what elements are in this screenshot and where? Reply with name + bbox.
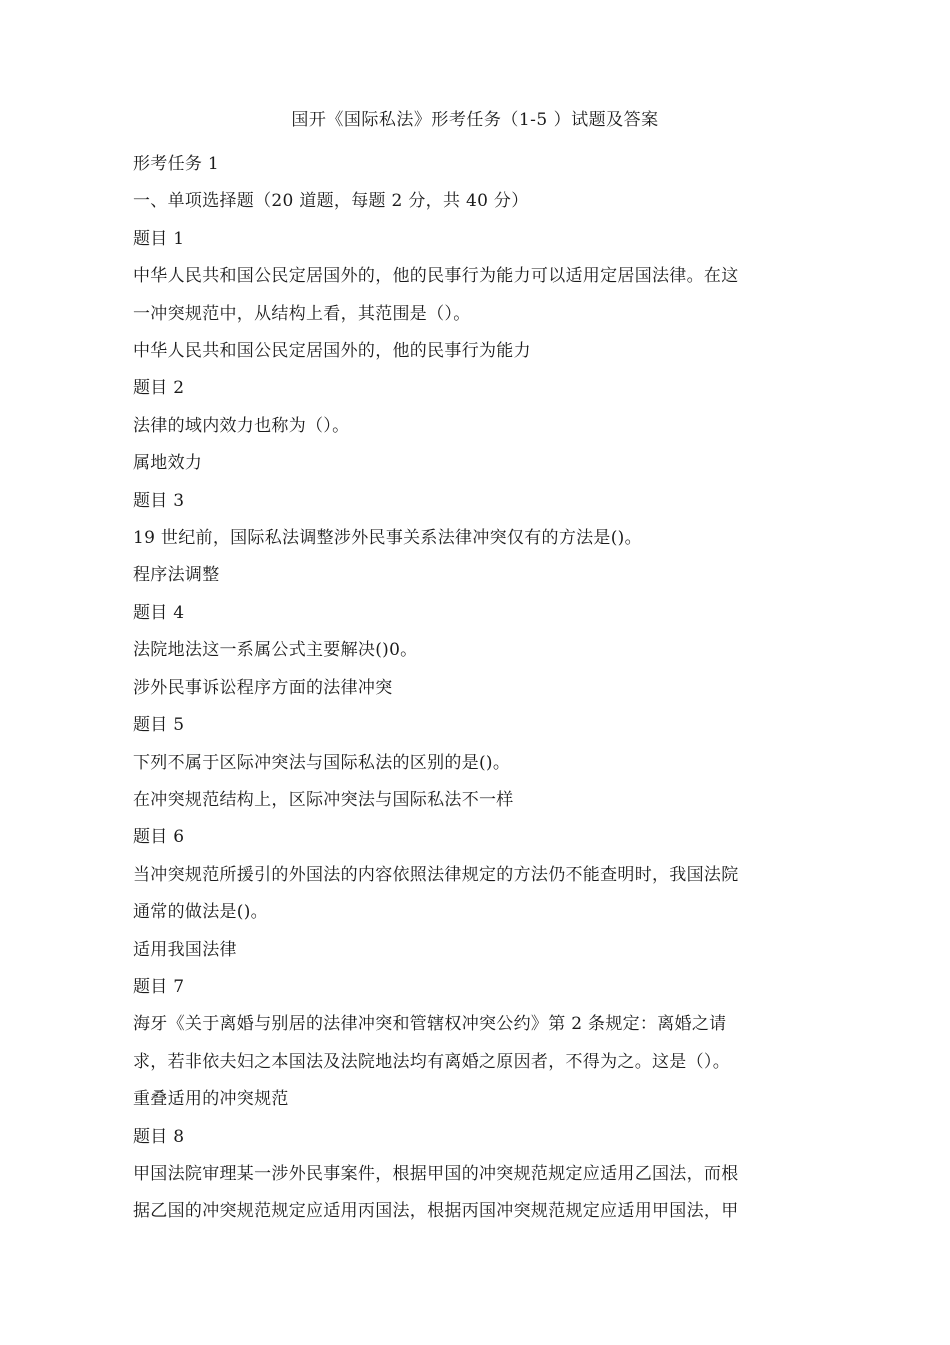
question-text: 法律的域内效力也称为（）。 <box>133 415 350 436</box>
question-number: 题目 7 <box>133 976 185 997</box>
answer-text: 中华人民共和国公民定居国外的，他的民事行为能力 <box>133 341 531 362</box>
answer-text: 在冲突规范结构上，区际冲突法与国际私法不一样 <box>133 789 514 810</box>
section-heading: 形考任务 1 <box>133 154 220 174</box>
question-number: 题目 3 <box>133 490 185 511</box>
question-text: 当冲突规范所援引的外国法的内容依照法律规定的方法仍不能查明时，我国法院 <box>133 864 739 885</box>
question-text: 中华人民共和国公民定居国外的，他的民事行为能力可以适用定居国法律。在这 <box>133 266 739 287</box>
question-number: 题目 6 <box>133 827 185 848</box>
question-number: 题目 5 <box>133 715 185 736</box>
question-text: 通常的做法是()。 <box>133 902 268 923</box>
part-heading: 一、单项选择题（20 道题，每题 2 分，共 40 分） <box>133 191 529 212</box>
question-text: 19 世纪前，国际私法调整涉外民事关系法律冲突仅有的方法是()。 <box>133 528 642 549</box>
question-text: 甲国法院审理某一涉外民事案件，根据甲国的冲突规范规定应适用乙国法，而根 <box>133 1163 739 1184</box>
question-text: 求，若非依夫妇之本国法及法院地法均有离婚之原因者，不得为之。这是（）。 <box>133 1051 730 1072</box>
document-title: 国开《国际私法》形考任务（1-5 ）试题及答案 <box>291 110 659 130</box>
question-number: 题目 2 <box>133 378 185 399</box>
answer-text: 属地效力 <box>133 453 203 474</box>
answer-text: 涉外民事诉讼程序方面的法律冲突 <box>133 677 393 698</box>
answer-text: 适用我国法律 <box>133 939 237 960</box>
question-text: 海牙《关于离婚与别居的法律冲突和管辖权冲突公约》第 2 条规定：离婚之请 <box>133 1014 727 1035</box>
question-text: 法院地法这一系属公式主要解决()0。 <box>133 640 418 661</box>
answer-text: 程序法调整 <box>133 565 220 586</box>
question-number: 题目 8 <box>133 1126 185 1147</box>
question-text: 下列不属于区际冲突法与国际私法的区别的是()。 <box>133 752 511 773</box>
question-number: 题目 1 <box>133 228 185 249</box>
answer-text: 重叠适用的冲突规范 <box>133 1089 289 1110</box>
question-text: 一冲突规范中，从结构上看，其范围是（）。 <box>133 303 471 324</box>
document-body <box>133 146 813 1231</box>
question-text: 据乙国的冲突规范规定应适用丙国法，根据丙国冲突规范规定应适用甲国法，甲 <box>133 1201 739 1222</box>
question-number: 题目 4 <box>133 602 185 623</box>
